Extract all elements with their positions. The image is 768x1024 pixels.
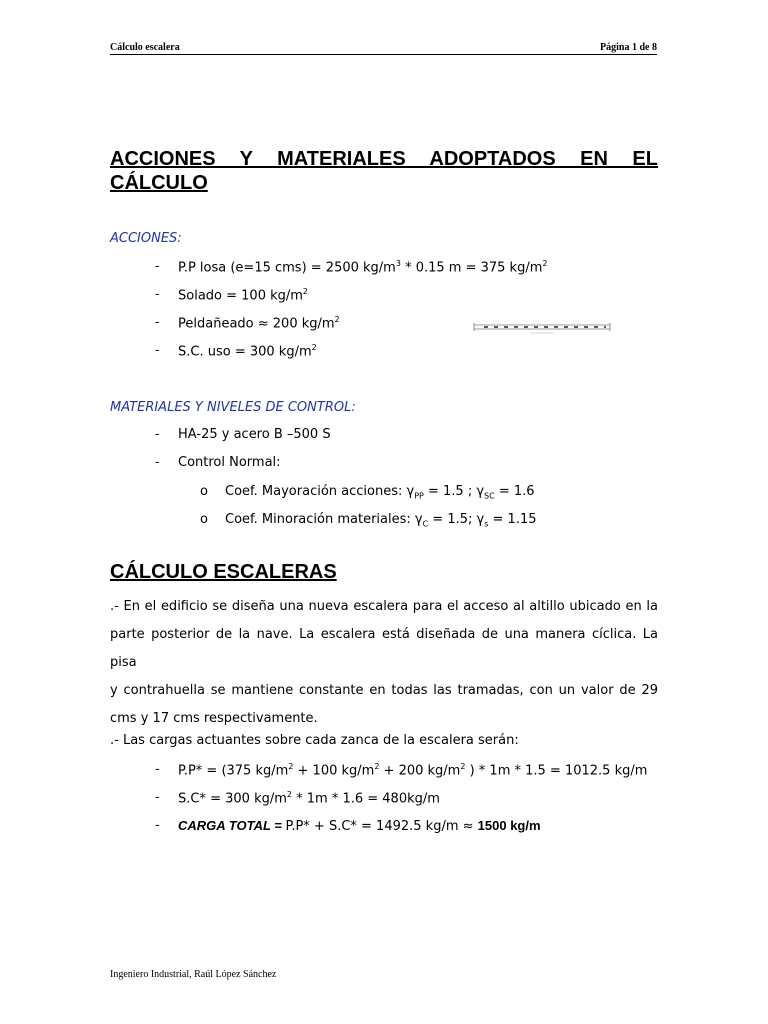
section-title-line2: CÁLCULO — [110, 172, 208, 194]
carga-sc: S.C* = 300 $kg/m^2 * 1m * 1.6 = 480kg/m$ — [178, 790, 440, 807]
paragraph-line: cms y 17 cms respectivamente. — [110, 711, 318, 726]
acciones-item-pp: P.P losa (e=15 cms) = 2500 $kg/m^3 * 0.15$ m = 375 $kg/m^2$ — [178, 259, 548, 276]
acciones-item-sc: S.C. uso = 300 $kg/m^2$ — [178, 343, 317, 360]
paragraph-line: parte posterior de la nave. La escalera está diseñada de una manera cíclica. La pisa — [110, 627, 658, 670]
paragraph-line: y contrahuella se mantiene constante en todas las tramadas, con un valor de 29 — [110, 683, 658, 698]
section-title-line1: ACCIONES Y MATERIALES ADOPTADOS EN EL — [110, 148, 658, 170]
paragraph-line: .- En el edificio se diseña una nueva escalera para el acceso al altillo ubicado en la — [110, 599, 658, 614]
header-title: Cálculo escalera — [110, 42, 180, 53]
paragraph-escalera — [110, 593, 658, 733]
carga-pp: P.P* = (375 $kg/m^2 + 100$ $kg/m^2 + 200$ $kg/m^2$ ) * 1m * 1.5 = 1012.5 kg/m — [178, 762, 648, 779]
materiales-item-hormigon: HA-25 y acero B –500 S — [178, 427, 331, 442]
dash-bullet: - — [155, 343, 160, 358]
page-footer: Ingeniero Industrial, Raúl López Sánchez — [110, 969, 277, 980]
dash-bullet: - — [155, 762, 160, 777]
acciones-heading: ACCIONES: — [110, 231, 182, 246]
coef-mayoracion: Coef. Mayoración acciones: $\gamma_{PP} = 1.5$ ; $\gamma_{SC} = 1.6$ — [225, 484, 535, 501]
materiales-item-control: Control Normal: — [178, 455, 281, 470]
dash-bullet: - — [155, 427, 160, 442]
acciones-item-peldaneado: Peldañeado ≈ 200 $kg/m^2$ — [178, 315, 340, 332]
dash-bullet: - — [155, 790, 160, 805]
page-header — [110, 42, 657, 55]
stair-section-sketch — [470, 320, 626, 338]
circle-bullet: o — [200, 484, 208, 499]
dash-bullet: - — [155, 287, 160, 302]
dash-bullet: - — [155, 455, 160, 470]
carga-total: CARGA TOTAL = P.P* + S.C* = 1492.5 kg/m ≈ 1500 kg/m — [178, 818, 541, 834]
circle-bullet: o — [200, 512, 208, 527]
acciones-item-solado: Solado = 100 $kg/m^2$ — [178, 287, 309, 304]
page-number: Página 1 de 8 — [600, 42, 657, 53]
section-title-escaleras: CÁLCULO ESCALERAS — [110, 561, 337, 583]
dash-bullet: - — [155, 259, 160, 274]
dash-bullet: - — [155, 315, 160, 330]
dash-bullet: - — [155, 818, 160, 833]
coef-minoracion: Coef. Minoración materiales: $\gamma_C = 1.5$; $\gamma_s = 1.15$ — [225, 512, 537, 529]
paragraph-cargas: .- Las cargas actuantes sobre cada zanca de la escalera serán: — [110, 733, 519, 748]
materiales-heading: MATERIALES Y NIVELES DE CONTROL: — [110, 400, 356, 415]
